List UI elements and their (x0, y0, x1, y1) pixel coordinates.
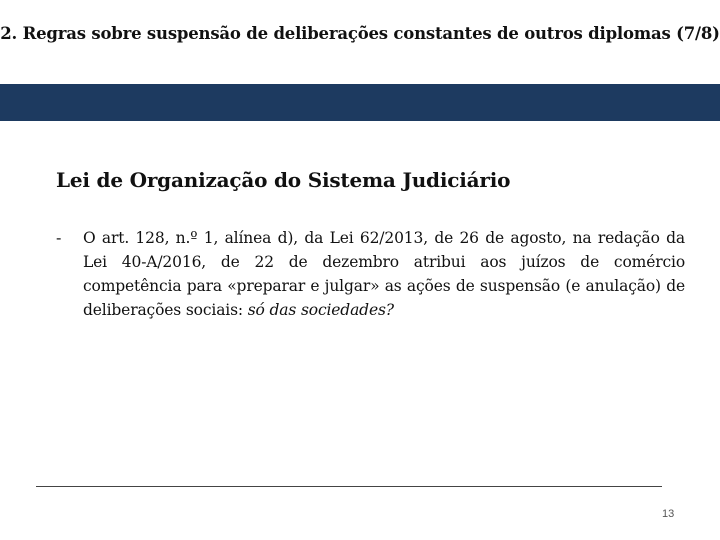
page-number: 13 (662, 508, 675, 520)
bullet-text-main: O art. 128, n.º 1, alínea d), da Lei 62/2013, de 26 de agosto, na redação da Lei 40-A/2016, de 22 de dezembro atribui aos juízos de comércio competência para «preparar e julgar» as ações de suspensão (e anulação) de deliberações sociais: (83, 229, 685, 319)
slide-title: 2. Regras sobre suspensão de deliberações constantes de outros diplomas (7/8) (0, 24, 720, 43)
bullet-paragraph (83, 226, 685, 322)
footer-divider (36, 486, 662, 487)
bullet-marker: - (56, 228, 62, 247)
bullet-text-emphasis: só das sociedades? (247, 301, 394, 319)
section-heading: Lei de Organização do Sistema Judiciário (56, 168, 511, 192)
header-band (0, 84, 720, 121)
